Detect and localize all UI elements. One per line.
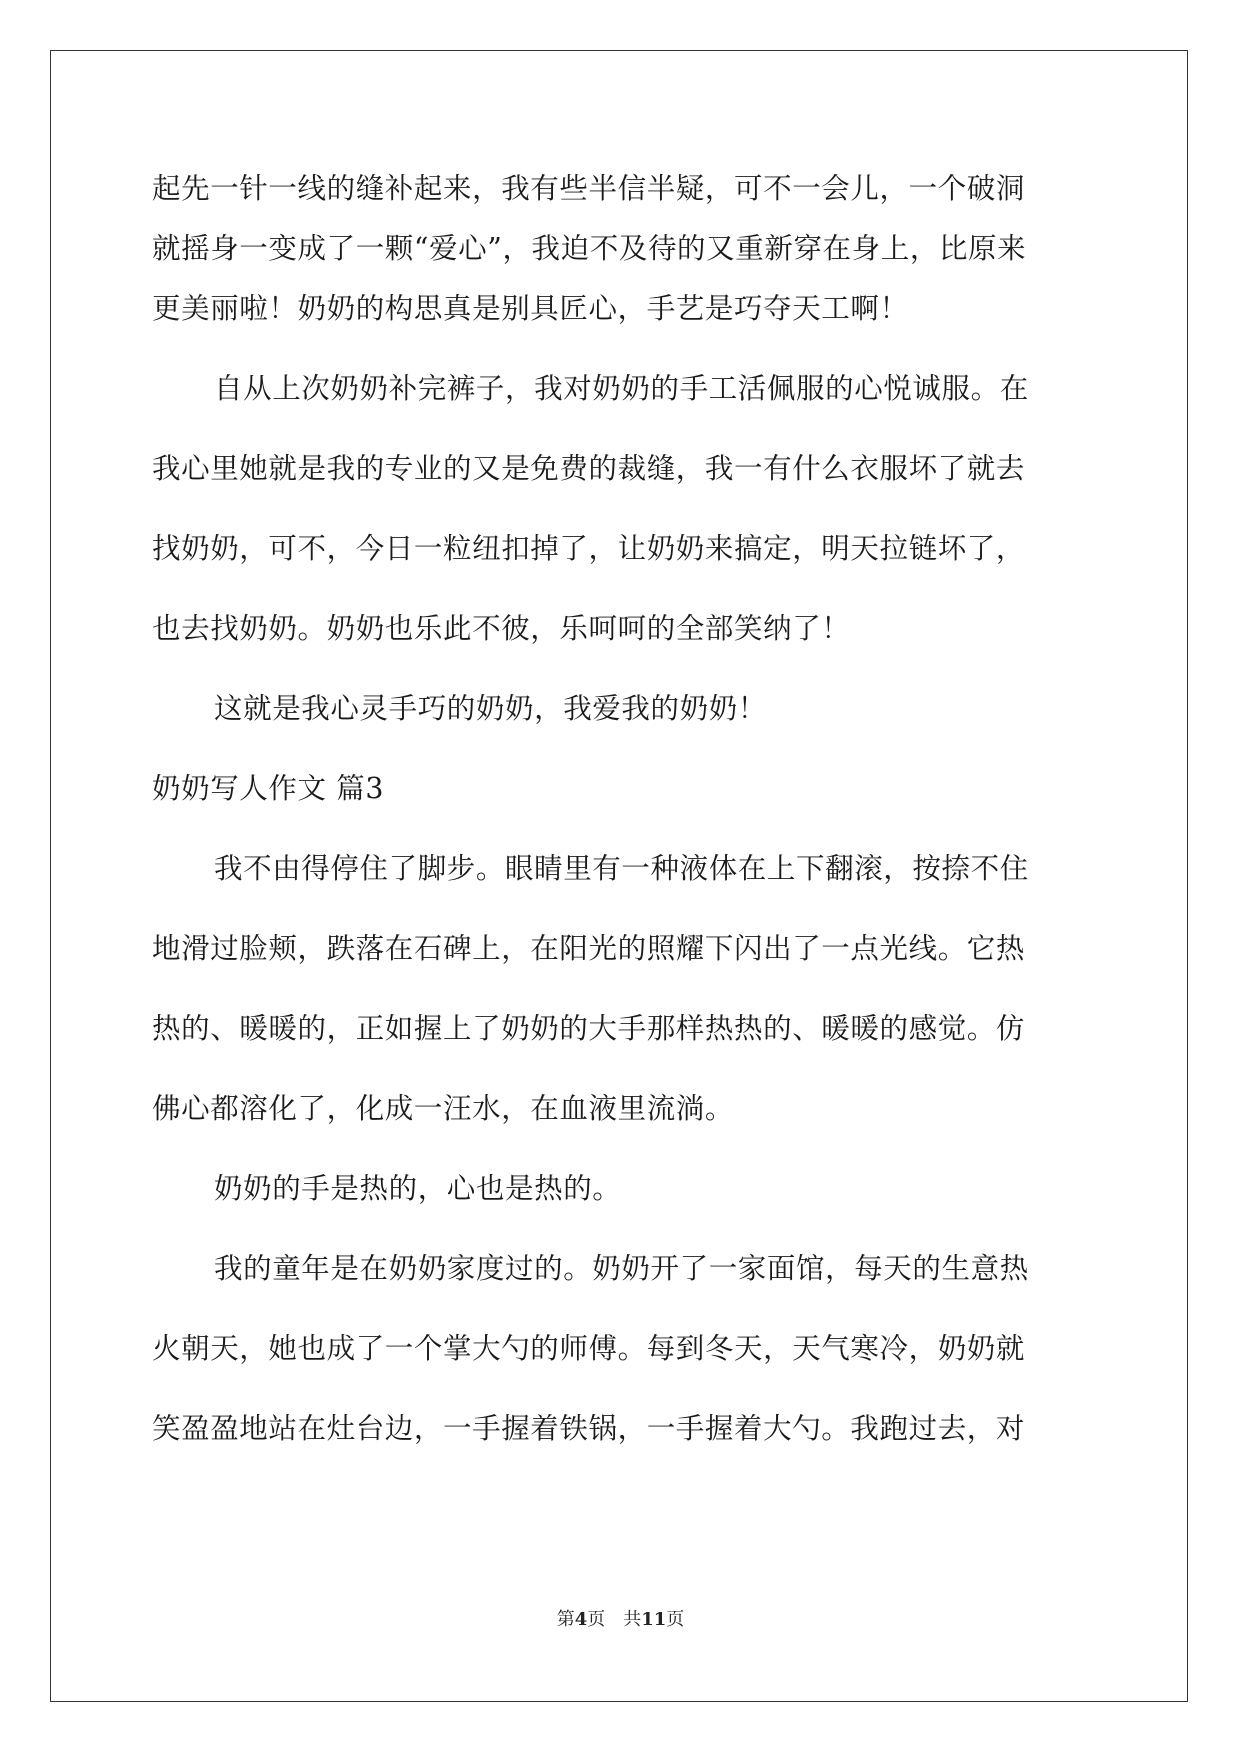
total-page-number: 11 bbox=[641, 1609, 667, 1630]
text-line: 就摇身一变成了一颗“爱心”，我迫不及待的又重新穿在身上，比原来 bbox=[152, 232, 1027, 265]
text-line: 笑盈盈地站在灶台边，一手握着铁锅，一手握着大勺。我跑过去，对 bbox=[152, 1412, 1026, 1445]
paragraph-start-line: 奶奶的手是热的，心也是热的。 bbox=[214, 1172, 622, 1205]
paragraph-start-line: 这就是我心灵手巧的奶奶，我爱我的奶奶！ bbox=[214, 692, 767, 725]
section-heading: 奶奶写人作文 篇3 bbox=[152, 772, 385, 805]
text-line: 我心里她就是我的专业的又是免费的裁缝，我一有什么衣服坏了就去 bbox=[152, 452, 1026, 485]
text-line: 更美丽啦！奶奶的构思真是别具匠心，手艺是巧夺天工啊！ bbox=[152, 292, 909, 325]
paragraph-start-line: 我不由得停住了脚步。眼睛里有一种液体在上下翻滚，按捺不住 bbox=[214, 852, 1029, 885]
text-line: 地滑过脸颊，跌落在石碑上，在阳光的照耀下闪出了一点光线。它热 bbox=[152, 932, 1026, 965]
paragraph-start-line: 我的童年是在奶奶家度过的。奶奶开了一家面馆，每天的生意热 bbox=[214, 1252, 1029, 1285]
text-line: 佛心都溶化了，化成一汪水，在血液里流淌。 bbox=[152, 1092, 735, 1125]
paragraph-start-line: 自从上次奶奶补完裤子，我对奶奶的手工活佩服的心悦诚服。在 bbox=[214, 372, 1029, 405]
text-line: 找奶奶，可不，今日一粒纽扣掉了，让奶奶来搞定，明天拉链坏了， bbox=[152, 532, 1026, 565]
page-suffix: 页 bbox=[666, 1609, 685, 1630]
text-line: 起先一针一线的缝补起来，我有些半信半疑，可不一会儿，一个破洞 bbox=[152, 172, 1026, 205]
page-mid: 页 共 bbox=[587, 1609, 642, 1630]
current-page-number: 4 bbox=[574, 1609, 588, 1630]
page-footer bbox=[0, 1608, 1241, 1632]
text-line: 热的、暖暖的，正如握上了奶奶的大手那样热热的、暖暖的感觉。仿 bbox=[152, 1012, 1026, 1045]
text-line: 火朝天，她也成了一个掌大勺的师傅。每到冬天，天气寒冷，奶奶就 bbox=[152, 1332, 1026, 1365]
page-prefix: 第 bbox=[556, 1609, 575, 1630]
text-line: 也去找奶奶。奶奶也乐此不彼，乐呵呵的全部笑纳了！ bbox=[152, 612, 851, 645]
